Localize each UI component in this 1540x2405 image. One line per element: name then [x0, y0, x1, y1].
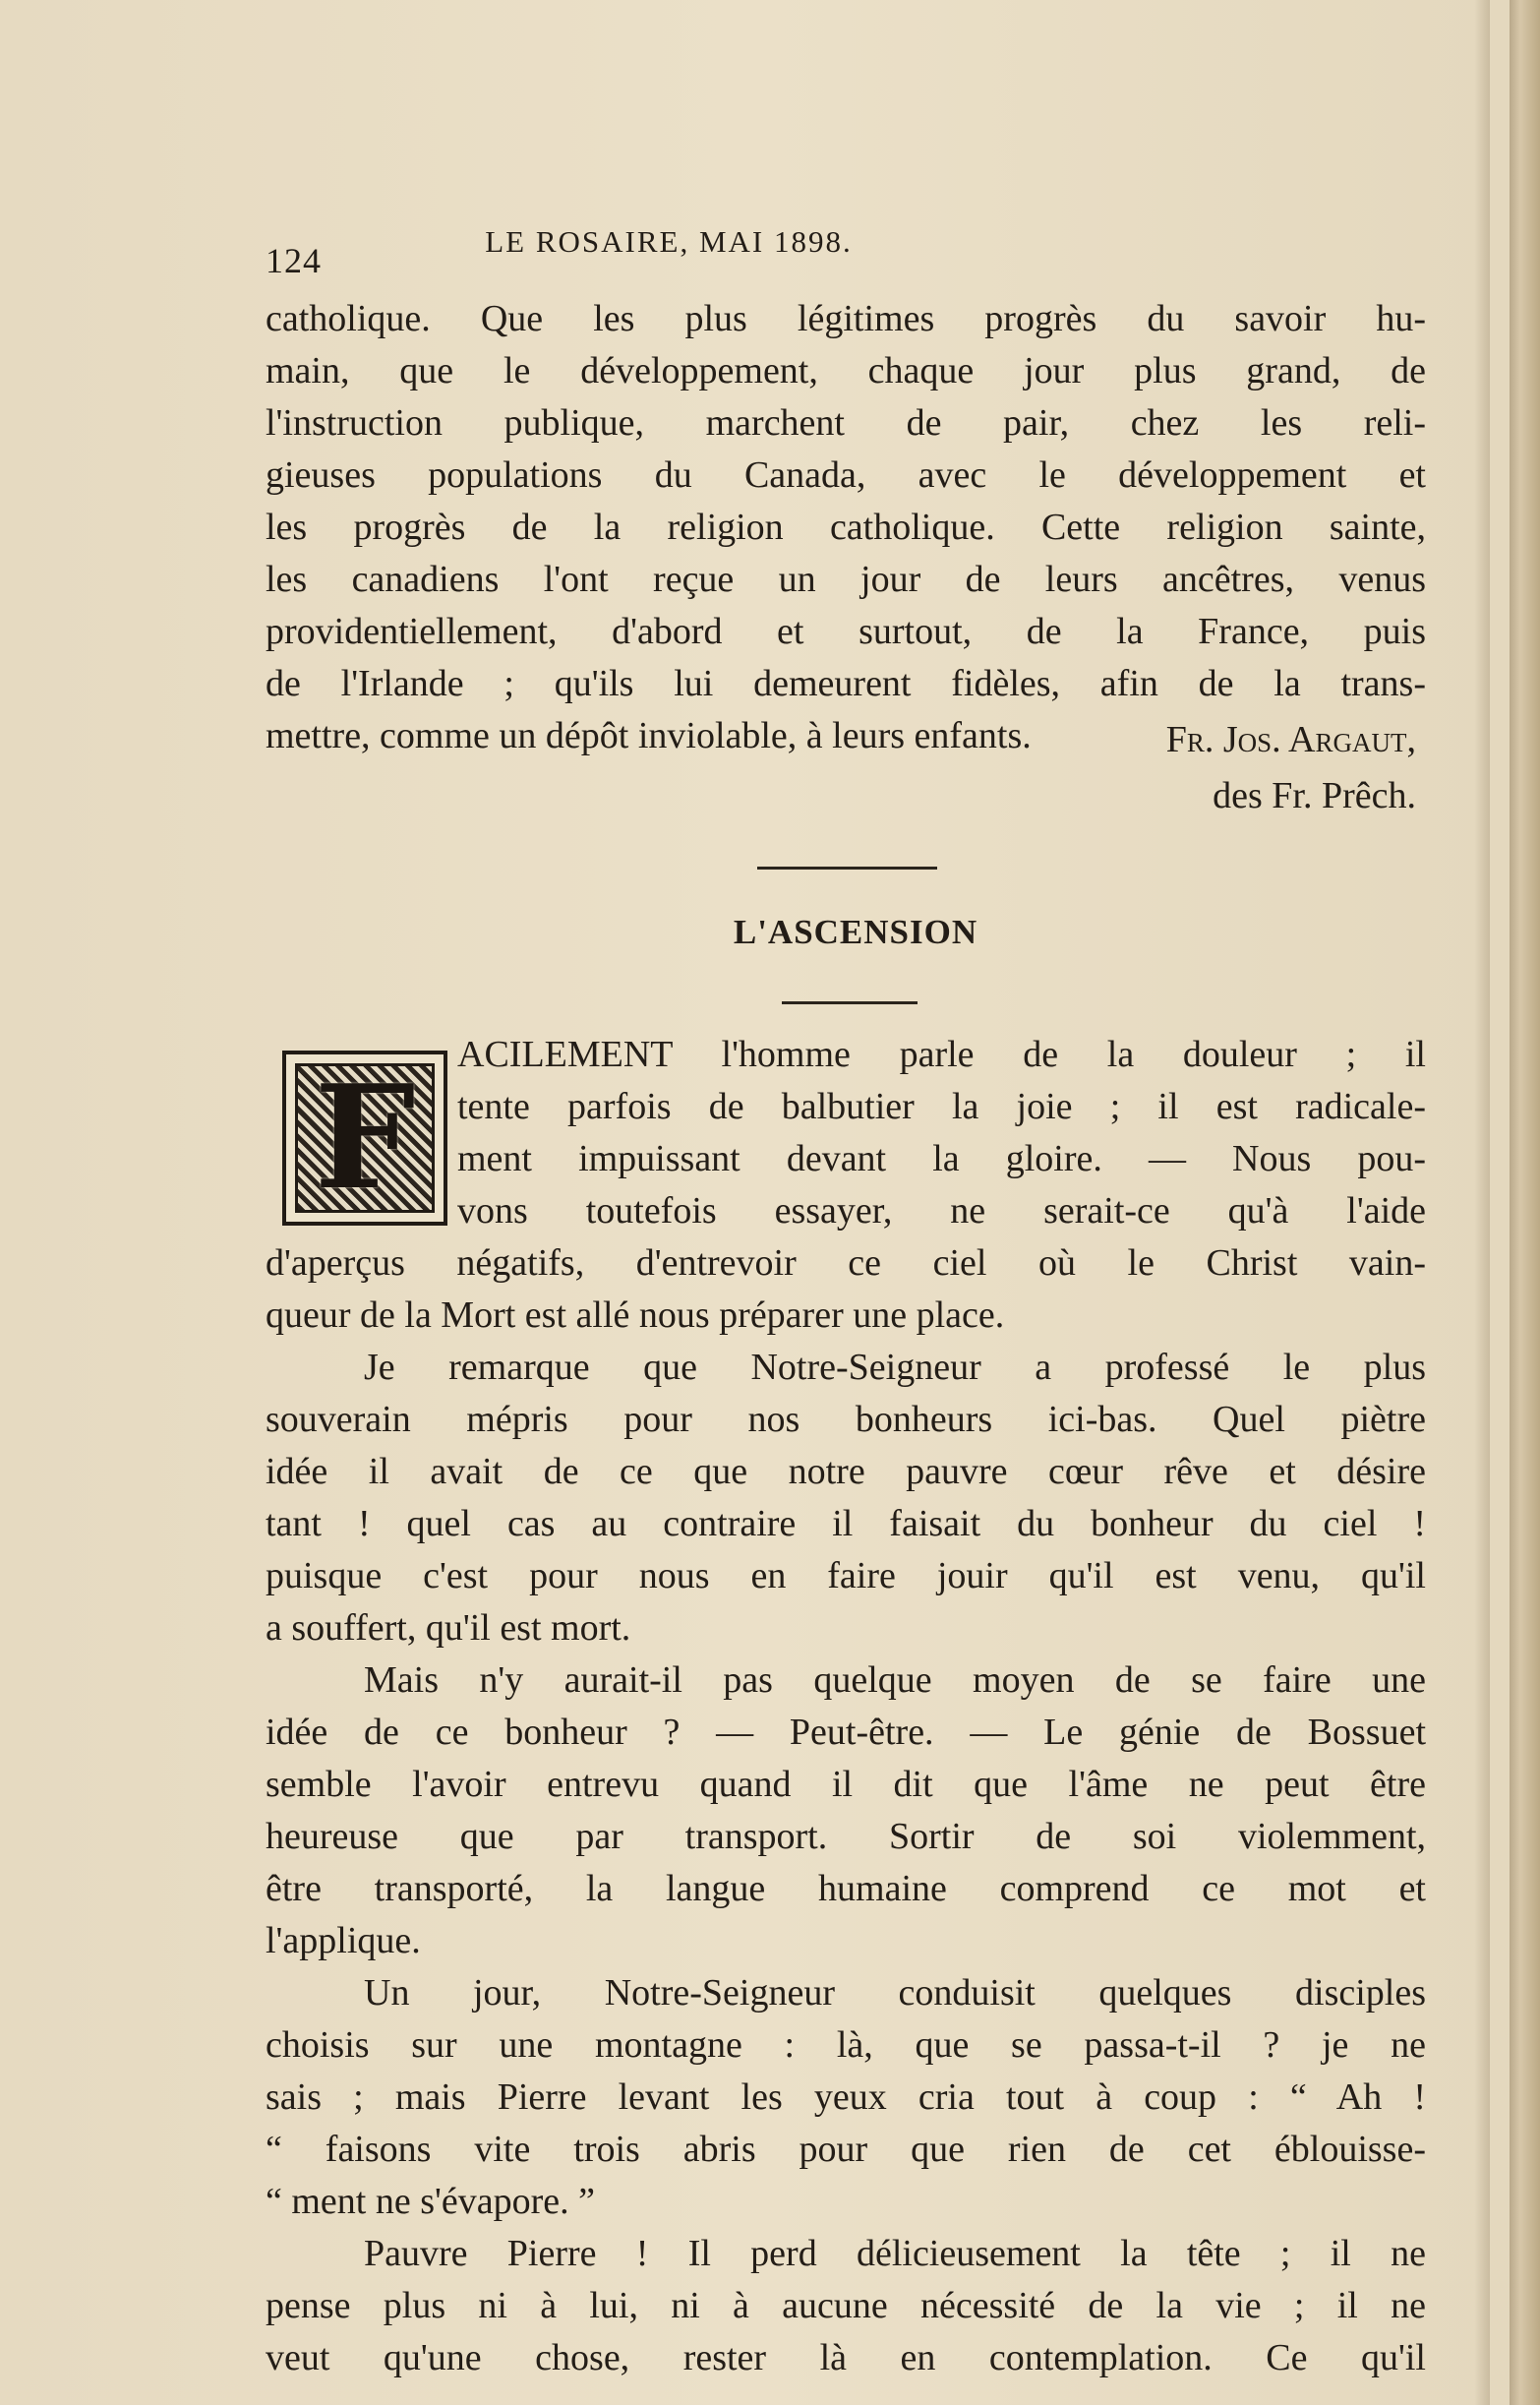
text-line: “ ment ne s'évapore. ” — [266, 2181, 595, 2222]
text-line: Mais n'y aurait-il pas quelque moyen de se faire une — [364, 1659, 1426, 1701]
text-line: être transporté, la langue humaine comprend ce mot et — [266, 1868, 1426, 1909]
title-underline — [782, 1001, 918, 1004]
text-line: main, que le développement, chaque jour plus grand, de — [266, 350, 1426, 391]
text-line: Je remarque que Notre-Seigneur a professé le plus — [364, 1347, 1426, 1388]
text-line: de l'Irlande ; qu'ils lui demeurent fidèles, afin de la trans- — [266, 663, 1426, 704]
text-line: tant ! quel cas au contraire il faisait du bonheur du ciel ! — [266, 1503, 1426, 1544]
text-line: d'aperçus négatifs, d'entrevoir ce ciel où le Christ vain- — [266, 1242, 1426, 1284]
text-line: queur de la Mort est allé nous préparer une place. — [266, 1294, 1005, 1336]
text-line: catholique. Que les plus légitimes progrès du savoir hu- — [266, 298, 1426, 339]
text-line: l'applique. — [266, 1920, 421, 1961]
text-line: les progrès de la religion catholique. Cette religion sainte, — [266, 507, 1426, 548]
text-line: sais ; mais Pierre levant les yeux cria tout à coup : “ Ah ! — [266, 2076, 1426, 2118]
text-line: heureuse que par transport. Sortir de soi violemment, — [266, 1816, 1426, 1857]
text-line: les canadiens l'ont reçue un jour de leurs ancêtres, venus — [266, 559, 1426, 600]
text-line: Un jour, Notre-Seigneur conduisit quelques disciples — [364, 1972, 1426, 2014]
text-line: idée il avait de ce que notre pauvre cœur rêve et désire — [266, 1451, 1426, 1492]
text-line: idée de ce bonheur ? — Peut-être. — Le génie de Bossuet — [266, 1712, 1426, 1753]
text-line: ACILEMENT l'homme parle de la douleur ; il — [457, 1034, 1426, 1075]
preceding-article-ending — [266, 293, 1426, 762]
text-line: pense plus ni à lui, ni à aucune nécessité de la vie ; il ne — [266, 2285, 1426, 2326]
author-order: des Fr. Prêch. — [1213, 775, 1416, 816]
text-line: choisis sur une montagne : là, que se passa-t-il ? je ne — [266, 2024, 1426, 2066]
text-line: l'instruction publique, marchent de pair, chez les reli- — [266, 402, 1426, 444]
article-body — [266, 1029, 1426, 2384]
text-line: a souffert, qu'il est mort. — [266, 1607, 631, 1649]
page-edge — [1510, 0, 1540, 2405]
page-fold-shadow — [1474, 0, 1490, 2405]
text-line: mettre, comme un dépôt inviolable, à leurs enfants. — [266, 715, 1032, 756]
text-line: souverain mépris pour nos bonheurs ici-bas. Quel piètre — [266, 1399, 1426, 1440]
article-title: L'ASCENSION — [733, 913, 978, 951]
text-line: “ faisons vite trois abris pour que rien de cet éblouisse- — [266, 2129, 1426, 2170]
text-line: providentiellement, d'abord et surtout, de la France, puis — [266, 611, 1426, 652]
text-line: puisque c'est pour nous en faire jouir qu'il est venu, qu'il — [266, 1555, 1426, 1596]
text-line: ment impuissant devant la gloire. — Nous pou- — [457, 1138, 1426, 1179]
running-title: LE ROSAIRE, MAI 1898. — [485, 224, 853, 259]
page-number: 124 — [266, 241, 322, 280]
dropcap-letter: F — [314, 1054, 416, 1222]
text-line: tente parfois de balbutier la joie ; il est radicale- — [457, 1086, 1426, 1127]
text-line: semble l'avoir entrevu quand il dit que l'âme ne peut être — [266, 1764, 1426, 1805]
text-line: gieuses populations du Canada, avec le développement et — [266, 454, 1426, 496]
text-line: Pauvre Pierre ! Il perd délicieusement la tête ; il ne — [364, 2233, 1426, 2274]
text-line: vons toutefois essayer, ne serait-ce qu'à l'aide — [457, 1190, 1426, 1232]
author-signature: Fr. Jos. Argaut, — [1165, 719, 1416, 760]
page-header — [266, 218, 1072, 280]
text-line: veut qu'une chose, rester là en contemplation. Ce qu'il — [266, 2337, 1426, 2378]
section-divider — [757, 867, 937, 870]
